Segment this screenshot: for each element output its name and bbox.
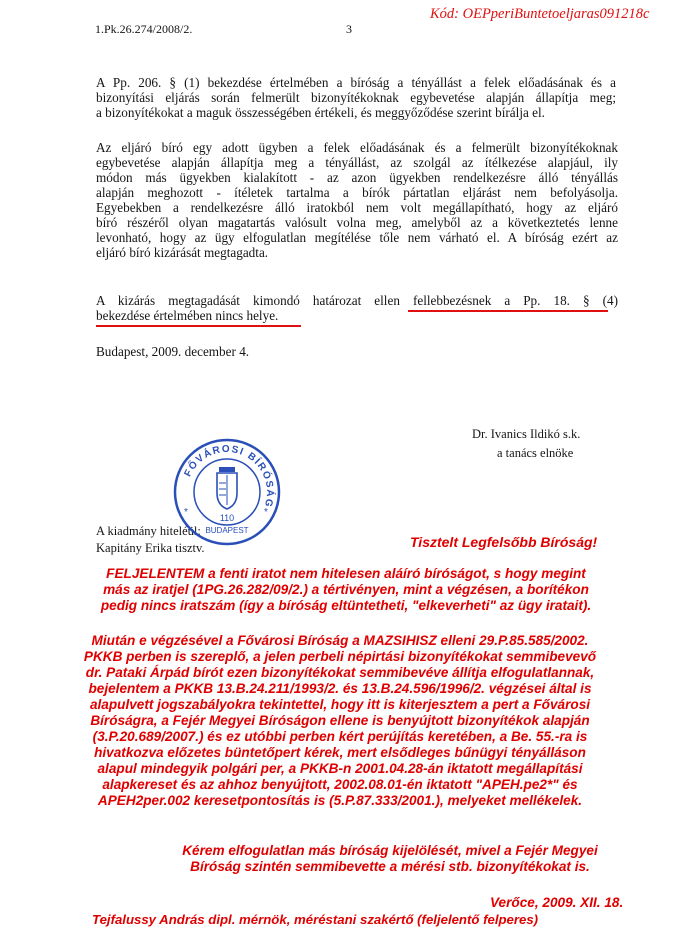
text-line: módon más ügyekben kialakított - az azon ügyekben rendelkezésre álló tényállás: [96, 170, 618, 185]
annotation-line: alapulvett jogszabályokra tekintettel, hogy itt is kiterjesztem a pert a Fővárosi: [89, 697, 591, 712]
text-line: A kizárás megtagadását kimondó határozat ellen fellebbezésnek a Pp. 18. § (4): [96, 293, 618, 308]
text-line: egybevetése alapján állapítja meg a tényállást, az szolgál az ítélkezése alapjául, ily: [96, 155, 618, 170]
paragraph-pp-206: [96, 75, 616, 120]
text-line: a bizonyítékokat a maguk összességében értékeli, és meggyőződése szerint bírálja el.: [96, 105, 545, 120]
annotation-line: Miután e végzésével a Fővárosi Bíróság a MAZSIHISZ elleni 29.P.85.585/2002.: [91, 633, 589, 648]
red-underline: [408, 310, 608, 312]
annotation-line: Kérem elfogulatlan más bíróság kijelölését, mivel a Fejér Megyei: [182, 843, 598, 858]
text-line: alapján meghozott - ítéletek tartalma a bírók pártatlan eljárást nem befolyásolja.: [96, 185, 618, 200]
stamp-ring-text: FŐVÁROSI BÍRÓSÁG: [182, 443, 276, 510]
annotation-line: Bíróság szintén semmibevette a mérési stb. bizonyítékokat is.: [190, 859, 590, 874]
annotation-line: FELJELENTEM a fenti iratot nem hitelesen aláíró bíróságot, s hogy megint: [106, 566, 586, 581]
text-line: Az eljáró bíró egy adott ügyben a felek előadásának és a felmerült bizonyítékoknak: [96, 140, 618, 155]
text-line: bizonyítási eljárás során felmerült bizonyítékoknak egybevetése alapján állapítja meg;: [96, 90, 616, 105]
text-line: A Pp. 206. § (1) bekezdése értelmében a bíróság a tényállást a felek előadásának és a: [96, 75, 616, 90]
signer-role: a tanács elnöke: [497, 446, 574, 460]
issued-clerk: Kapitány Erika tisztv.: [96, 541, 205, 555]
text-line: bíró részéről olyan magatartás valósult volna meg, amelyből az a következtetés lenne: [96, 215, 618, 230]
annotation-line: alapul mindegyik polgári per, a PKKB-n 2001.04.28-án iktatott megállapítási: [97, 761, 583, 776]
court-stamp: [172, 437, 282, 547]
annotation-line: pedig nincs iratszám (így a bíróság eltüntetheti, "elkeverheti" az ügy iratait).: [100, 598, 592, 613]
annotation-para1: [66, 566, 626, 614]
star-icon: *: [264, 507, 268, 518]
coat-of-arms-icon: [217, 467, 237, 509]
salutation: Tisztelt Legfelsőbb Bíróság!: [410, 534, 598, 550]
annotation-para3: [150, 843, 630, 875]
annotation-line: bejelentem a PKKB 13.B.24.211/1993/2. és 13.B.24.596/1996/2. végzései által is: [88, 681, 592, 696]
issued-line: A kiadmány hiteléül:: [96, 524, 201, 538]
author-signature: Tejfalussy András dipl. mérnök, méréstani szakértő (feljelentő felperes): [92, 912, 539, 927]
place-date: Verőce, 2009. XII. 18.: [490, 895, 624, 910]
signer-name: Dr. Ivanics Ildikó s.k.: [472, 427, 581, 441]
annotation-line: dr. Pataki Árpád bírót ezen bizonyítékokat semmibevéve állítja elfogulatlannak,: [85, 665, 595, 680]
annotation-para2: [40, 633, 640, 809]
page-number: 3: [346, 22, 352, 36]
annotation-line: (3.P.20.689/2007.) és ez utóbbi perben kért perújítás keretében, a Be. 55.-ra is: [92, 729, 588, 744]
stamp-number: 110: [219, 513, 235, 523]
document-code: Kód: OEPperiBuntetoeljaras091218c: [430, 6, 650, 22]
text-line: Egyebekben a rendelkezésre álló iratokból nem volt megállapítható, hogy az eljáró: [96, 200, 618, 215]
text-line: eljáró bíró kizárását megtagadta.: [96, 245, 269, 260]
annotation-line: APEH2per.002 keresetpontosítás is (5.P.87.333/2001.), melyeket mellékelek.: [97, 793, 583, 808]
red-underline: [96, 325, 301, 327]
stamp-city: BUDAPEST: [205, 526, 249, 535]
case-reference: 1.Pk.26.274/2008/2.: [95, 22, 193, 36]
text-line: bekezdése értelmében nincs helye.: [96, 308, 279, 323]
document-date: Budapest, 2009. december 4.: [96, 344, 250, 359]
annotation-line: hivatkozva előzetes büntetőpert kérek, mert elsődleges bűnügyi tényálláson: [94, 745, 586, 760]
annotation-line: más az iratjel (1PG.26.282/09/2.) a tértivényen, mint a végzésen, a borítékon: [103, 582, 589, 597]
annotation-line: PKKB perben is szereplő, a jelen perbeli népirtási bizonyítékokat semmibevevő: [83, 649, 597, 664]
annotation-line: Bíróságra, a Fejér Megyei Bíróságon ellene is benyújtott bizonyítékok alapján: [90, 713, 590, 728]
paragraph-appeal: [96, 293, 618, 323]
text-line: levonható, hogy az ügy elfogulatlan megítélése tőle nem várható el. A bíróság ezért az: [96, 230, 618, 245]
annotation-line: alapkereset és az ahhoz benyújtott, 2002.08.01-én iktatott "APEH.pe2*" és: [102, 777, 578, 792]
paragraph-reasoning: [96, 140, 618, 260]
star-icon: *: [184, 507, 188, 518]
